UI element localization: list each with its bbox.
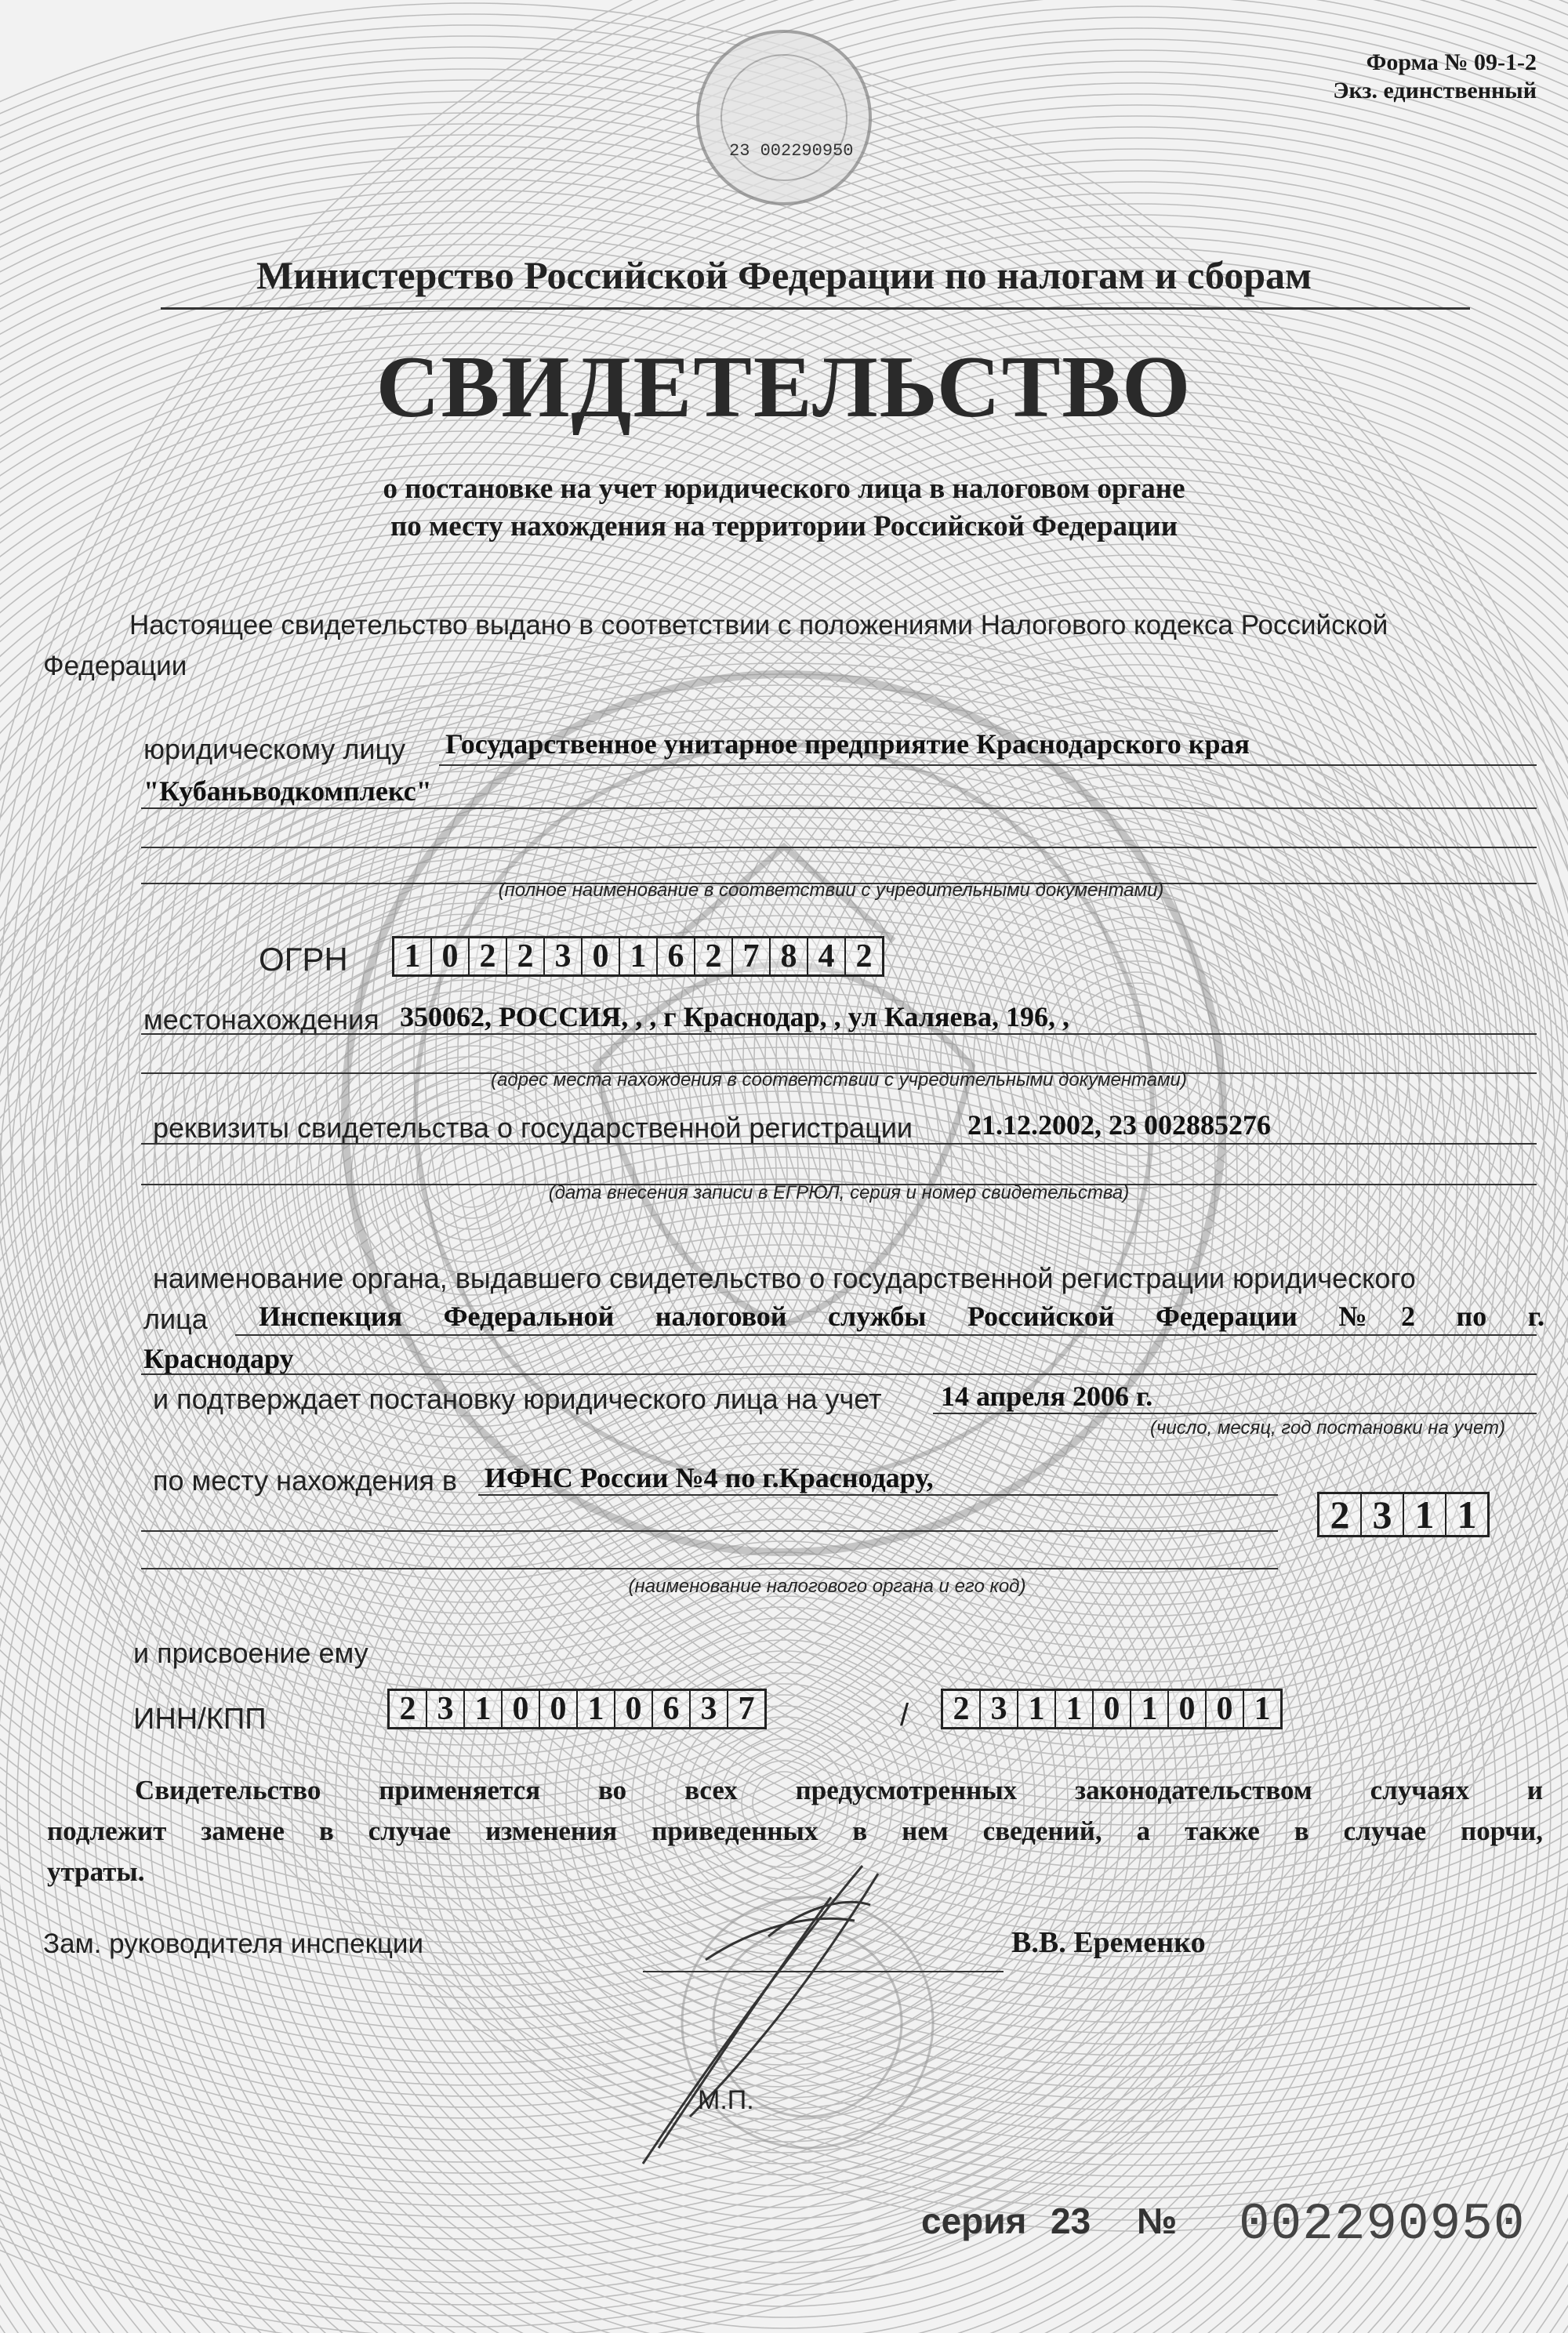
issuer-label-line-2: лица [143, 1303, 208, 1335]
tax-office-value: ИФНС России №4 по г.Краснодару, [485, 1462, 934, 1493]
tax-office-line-1 [478, 1494, 1278, 1496]
inn-digit: 3 [427, 1691, 465, 1727]
tax-office-code-digit: 1 [1404, 1494, 1446, 1535]
ogrn-digit: 8 [771, 938, 808, 974]
kpp-digit: 2 [943, 1691, 981, 1727]
notice-line-3: утраты. [47, 1856, 145, 1887]
ogrn-boxes [392, 936, 884, 977]
inn-digit: 0 [615, 1691, 653, 1727]
assignment-label: и присвоение ему [133, 1637, 368, 1669]
ogrn-digit: 2 [695, 938, 733, 974]
kpp-digit: 1 [1056, 1691, 1094, 1727]
tax-office-code-digit: 1 [1457, 1493, 1477, 1537]
intro-line-1: Настоящее свидетельство выдано в соответствии с положениями Налогового кодекса Российской [129, 610, 1388, 640]
issuer-line-2 [141, 1373, 1537, 1375]
inn-digit: 0 [540, 1691, 578, 1727]
location-line-1 [141, 1033, 1537, 1035]
entity-line-2 [141, 807, 1537, 809]
inn-digit: 2 [390, 1691, 427, 1727]
serial-number: 002290950 [1239, 2195, 1526, 2254]
kpp-digit: 0 [1169, 1691, 1207, 1727]
ogrn-digit: 4 [808, 938, 846, 974]
kpp-digit: 3 [981, 1691, 1018, 1727]
signature-line [643, 1971, 1004, 1972]
issuer-line-1 [235, 1334, 1537, 1336]
subtitle-line-1: о постановке на учет юридического лица в налоговом органе [383, 473, 1185, 505]
location-caption: (адрес места нахождения в соответствии с учредительными документами) [491, 1069, 1187, 1090]
inn-digit: 6 [653, 1691, 691, 1727]
signatory-position: Зам. руководителя инспекции [43, 1928, 424, 1959]
ogrn-digit: 7 [733, 938, 771, 974]
series-label: серия [921, 2201, 1027, 2241]
inn-kpp-label: ИНН/КПП [133, 1703, 267, 1736]
tax-office-label: по месту нахождения в [153, 1464, 458, 1497]
entity-name-line-1: Государственное унитарное предприятие Краснодарского края [445, 728, 1250, 760]
kpp-boxes [941, 1689, 1283, 1729]
inn-digit: 7 [738, 1691, 755, 1727]
kpp-digit: 1 [1254, 1691, 1271, 1727]
confirmation-date: 14 апреля 2006 г. [941, 1381, 1153, 1412]
top-seal [698, 31, 870, 204]
kpp-digit: 1 [1131, 1691, 1169, 1727]
inn-digit: 3 [691, 1691, 728, 1727]
kpp-digit: 1 [1018, 1691, 1056, 1727]
form-number-text: Форма № 09-1-2 [1366, 49, 1537, 75]
tax-office-caption: (наименование налогового органа и его код) [628, 1576, 1026, 1597]
form-number [1333, 49, 1537, 105]
tax-office-line-3 [141, 1568, 1278, 1569]
number-sign: № [1137, 2201, 1178, 2241]
ogrn-digit: 2 [470, 938, 507, 974]
issuer-value-line-2: Краснодару [143, 1343, 294, 1374]
entity-line-1 [439, 764, 1537, 766]
signatory-name: В.В. Еременко [1011, 1926, 1206, 1959]
location-label: местонахождения [143, 1003, 379, 1036]
subtitle [0, 470, 1568, 546]
notice [47, 1770, 1543, 1892]
ministry-underline [161, 307, 1470, 310]
ogrn-digit: 3 [545, 938, 583, 974]
registration-value: 21.12.2002, 23 002885276 [967, 1109, 1271, 1141]
ogrn-digit: 1 [620, 938, 658, 974]
notice-line-1: Свидетельство применяется во всех предусмотренных законодательством случаях и [135, 1775, 1543, 1805]
inn-digit: 0 [503, 1691, 540, 1727]
entity-label: юридическому лицу [143, 733, 406, 765]
ogrn-digit: 1 [394, 938, 432, 974]
location-value: 350062, РОССИЯ, , , г Краснодар, , ул Каляева, 196, , [400, 1001, 1069, 1032]
inn-kpp-separator: / [900, 1698, 909, 1733]
ogrn-digit: 2 [855, 938, 873, 974]
inn-digit: 1 [465, 1691, 503, 1727]
tax-office-code-digit: 3 [1362, 1494, 1404, 1535]
ogrn-digit: 0 [583, 938, 620, 974]
tax-office-code-boxes [1317, 1492, 1490, 1537]
registration-caption: (дата внесения записи в ЕГРЮЛ, серия и номер свидетельства) [548, 1182, 1130, 1203]
kpp-digit: 0 [1207, 1691, 1244, 1727]
notice-line-2: подлежит замене в случае изменения приведенных в нем сведений, а также в случае порчи, [47, 1816, 1543, 1846]
ogrn-digit: 0 [432, 938, 470, 974]
entity-line-3 [141, 847, 1537, 848]
page-title: СВИДЕТЕЛЬСТВО [376, 339, 1192, 436]
registration-line-1 [141, 1143, 1537, 1145]
confirmation-label: и подтверждает постановку юридического лица на учет [153, 1383, 882, 1415]
series-value: 23 [1051, 2201, 1091, 2241]
inn-digit: 1 [578, 1691, 615, 1727]
ministry-heading: Министерство Российской Федерации по налогам и сборам [256, 253, 1312, 297]
kpp-digit: 0 [1094, 1691, 1131, 1727]
tax-office-line-2 [141, 1530, 1278, 1532]
stamp-place-label: М.П. [698, 2085, 754, 2115]
copy-note: Экз. единственный [1333, 78, 1537, 103]
entity-name-line-2: "Кубаньводкомплекс" [143, 775, 432, 807]
issuer-label-line-1: наименование органа, выдавшего свидетельство о государственной регистрации юридического [153, 1262, 1416, 1294]
ogrn-digit: 2 [507, 938, 545, 974]
seal-number: 23 002290950 [729, 141, 854, 161]
subtitle-line-2: по месту нахождения на территории Российской Федерации [390, 510, 1178, 542]
ogrn-label: ОГРН [259, 941, 348, 978]
confirmation-line [933, 1413, 1537, 1414]
confirmation-caption: (число, месяц, год постановки на учет) [1150, 1417, 1505, 1439]
intro-line-2: Федерации [43, 651, 187, 681]
tax-office-code-digit: 2 [1319, 1494, 1362, 1535]
entity-caption: (полное наименование в соответствии с учредительными документами) [498, 880, 1164, 901]
issuer-value-line-1: Инспекция Федеральной налоговой службы Российской Федерации №2 по г. [259, 1301, 1544, 1332]
ogrn-digit: 6 [658, 938, 695, 974]
inn-boxes [387, 1689, 767, 1729]
registration-label: реквизиты свидетельства о государственной регистрации [153, 1112, 913, 1144]
